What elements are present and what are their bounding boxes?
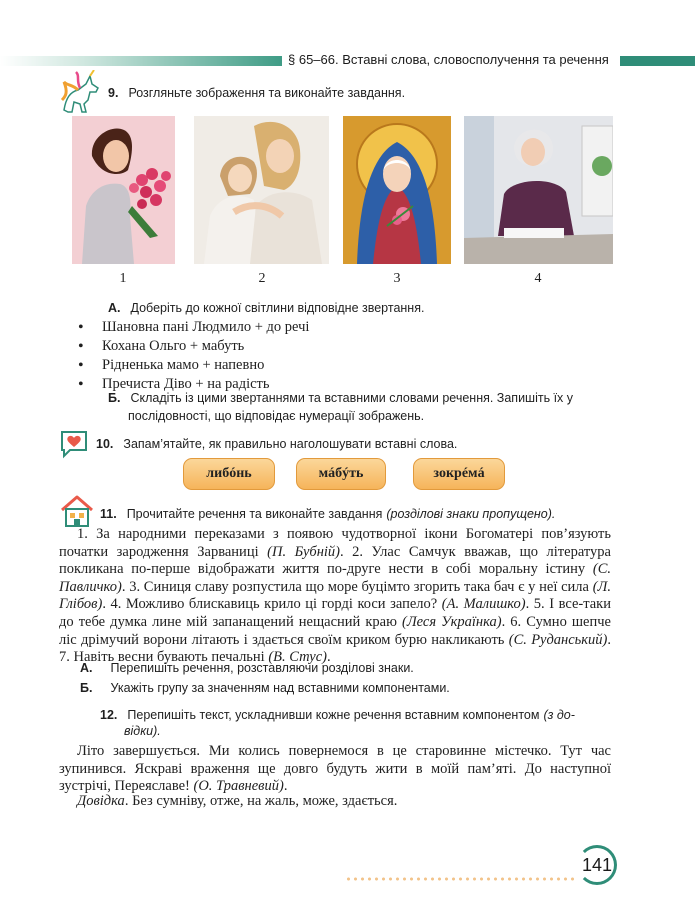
task12-number: 12. (100, 708, 118, 722)
task9-text: Розгляньте зображення та виконайте завдання. (128, 86, 406, 100)
sentence-text: . 7. Навіть весни бувають печальні (59, 631, 611, 666)
task9-b-label: Б. (108, 391, 121, 405)
task9-number: 9. (108, 86, 119, 100)
list-item: • Рідненька мамо + напевно (78, 356, 309, 375)
task12-text: Перепишіть текст, ускладнивши кожне речення вставним компонентом (127, 708, 540, 722)
list-item: • Пречиста Діво + на радість (78, 375, 309, 394)
author-citation: (А. Малишко) (441, 596, 526, 613)
hint-text: . Без сумніву, отже, на жаль, може, здається. (124, 793, 398, 809)
list-item: • Шановна пані Людмило + до речі (78, 318, 309, 337)
caption-2: 2 (258, 271, 266, 286)
task11-part-a (80, 659, 414, 677)
task11-b-label: Б. (80, 681, 93, 695)
stress-word-3: зокрéмá (413, 458, 505, 490)
task12-heading (100, 707, 615, 739)
task9-a-text: Доберіть до кожної світлини відповідне звертання. (130, 301, 425, 315)
section-title: § 65–66. Вставні слова, словосполучення та речення (288, 52, 609, 67)
stress-word-1: либóнь (183, 458, 275, 490)
task9-a-label: А. (108, 301, 121, 315)
author-citation: (В. Стус) (268, 649, 327, 666)
author-citation: (С. Руданський) (508, 631, 608, 648)
photo-woman-with-roses (72, 116, 175, 264)
hint-label: Довідка (77, 793, 125, 809)
task9-part-b (108, 389, 608, 425)
unicorn-icon (56, 70, 108, 116)
author-citation: (П. Бубній) (267, 543, 340, 560)
photo-woman-at-desk (464, 116, 613, 264)
heart-speech-icon (58, 428, 90, 460)
task11-b-text: Укажіть групу за значенням над вставними компонентами. (110, 681, 450, 695)
task12-hint (77, 793, 397, 810)
task11-heading (100, 505, 555, 523)
house-icon (58, 494, 96, 528)
author-citation: (С. Павличко) (59, 561, 611, 595)
list-item: • Кохана Ольго + мабуть (78, 337, 309, 356)
task12-text-body (59, 743, 611, 796)
photo-virgin-mary-icon (343, 116, 451, 264)
photo-mother-and-daughter (194, 116, 329, 264)
task11-part-b (80, 679, 450, 697)
task10-heading (96, 435, 457, 453)
task9-b-line2: послідовності, що відповідає нумерації зображень. (128, 409, 425, 423)
caption-1: 1 (119, 271, 127, 286)
header-bar-right (620, 56, 695, 66)
sentence-text: . 3. Синиця славу розпустила що море буцімто згорить така бач є у неї сила (121, 578, 593, 595)
task11-sentences (59, 526, 611, 667)
sentence-text: . (326, 649, 331, 666)
page-number: 141 (577, 845, 617, 885)
task12-note-1: (з до- (543, 708, 575, 722)
caption-3: 3 (393, 271, 401, 286)
stress-word-2: мáбýть (296, 458, 386, 490)
address-list (78, 318, 309, 394)
author-citation: (Леся Українка) (402, 613, 502, 630)
task9-part-a (108, 299, 424, 317)
sentence-text: . 4. Можливо блискавиць крило ці горді коси запело? (102, 596, 442, 613)
author-citation: (О. Травневий) (193, 778, 284, 795)
task9-b-line1: Складіть із цими звертаннями та вставними словами речення. Запишіть їх у (130, 391, 574, 405)
task11-text: Прочитайте речення та виконайте завдання (126, 507, 383, 521)
author-citation: (Л. Глібов) (59, 578, 611, 613)
task10-text: Запам’ятайте, як правильно наголошувати вставні слова. (123, 437, 458, 451)
task11-number: 11. (100, 507, 117, 521)
task11-a-text: Перепишіть речення, розставляючи розділові знаки. (110, 661, 414, 675)
sentence-text: . (283, 778, 288, 795)
sentence-text: Літо завершується. Ми колись повернемося в це старовинне містечко. Тут час зупинився. Яскраві враження ще довго будуть жити в моїй пам’яті. До наступної зустрічі, Переяславе! (59, 743, 611, 795)
sentence-text: 1. За народними переказами з появою чудотворної ікони Богоматері пов’язують початки зародження Зарваниці (59, 526, 611, 560)
sentence-text: . 2. Улас Самчук вважав, що література покликана по-перше відображати життя по-друге нести в собі моральну істину (59, 543, 611, 578)
sentence-text: . 6. Сумно шепче ліс дрімучий ворони літають і здається своїм криком бурю накликають (59, 613, 611, 648)
task12-note-2: відки). (124, 724, 161, 738)
caption-4: 4 (534, 271, 542, 286)
task11-note: (розділові знаки пропущено). (386, 507, 556, 521)
sentence-text: . 5. І все-таки до тебе думка лине мій запанащений нещасний краю (59, 596, 611, 630)
task9-heading (108, 84, 405, 102)
task11-a-label: А. (80, 661, 93, 675)
header-bar-left (0, 56, 282, 66)
task10-number: 10. (96, 437, 114, 451)
footer-dots (345, 877, 577, 881)
